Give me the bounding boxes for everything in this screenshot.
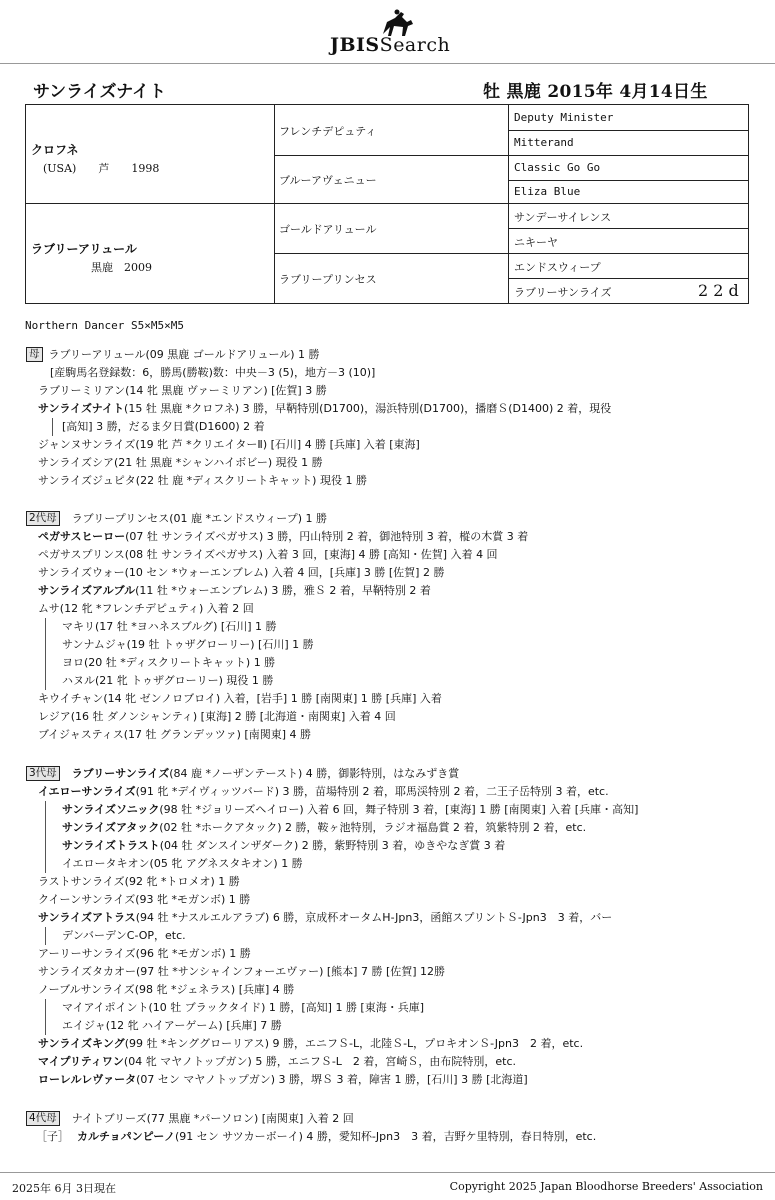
section-badge: 母 [26, 347, 43, 362]
horse-link-bold[interactable]: サンライズアトラス [38, 911, 136, 924]
horse-link-bold[interactable]: ローレルレヴァータ [38, 1073, 137, 1086]
pedigree-divider [274, 253, 748, 254]
family-entry[interactable]: アーリーサンライズ(96 牝 *モガンボ) 1 勝 [38, 947, 251, 960]
horse-link-bold[interactable]: ペガサスヒーロー [38, 530, 126, 543]
family-entry[interactable]: ハヌル(21 牝 トゥザグローリー) 現役 1 勝 [62, 674, 274, 687]
horse-link-bold[interactable]: マイプリティワン [38, 1055, 124, 1068]
pedigree-gen3-4[interactable]: Eliza Blue [514, 185, 581, 198]
family-entry[interactable]: サンナムジャ(19 牡 トゥザグローリー) [石川] 1 勝 [62, 638, 314, 651]
section-badge: 4代母 [26, 1111, 60, 1126]
family-entry-text: (02 牡 *ホークアタック) 2 勝，鞍ヶ池特別，ラジオ福島賞 2 着，筑紫特別 2 着，etc. [159, 821, 587, 834]
pedigree-gen3-5[interactable]: サンデーサイレンス [514, 211, 612, 224]
family-number: 2 2 d [698, 281, 739, 300]
family-entry[interactable] [62, 801, 638, 819]
family-entry-text: (91 牝 *デイヴィッツバード) 3 勝，苗場特別 2 着，耶馬渓特別 2 着，二王子岳特別 3 着，etc. [135, 785, 609, 798]
section-heading [26, 510, 327, 528]
pedigree-gen3-6[interactable]: ニキーヤ [514, 236, 558, 249]
pedigree-gen3-1[interactable]: Deputy Minister [514, 111, 614, 124]
pedigree-gen2-1[interactable]: フレンチデピュティ [279, 125, 377, 138]
pedigree-gen2-4[interactable]: ラブリープリンセス [279, 273, 377, 286]
horse-link-bold[interactable]: サンライズキング [38, 1037, 125, 1050]
family-entry-text: ラブリーアリュール(09 黒鹿 ゴールドアリュール) 1 勝 [48, 348, 320, 361]
horse-link-bold[interactable]: サンライズアタック [62, 821, 160, 834]
horse-link-bold[interactable]: サンライズアルブル [38, 584, 136, 597]
header-divider [0, 63, 775, 64]
family-entry[interactable]: サンライズタカオー(97 牡 *サンシャインフォーエヴァー) [熊本] 7 勝 [佐賀] 12勝 [38, 965, 446, 978]
section-badge: 2代母 [26, 511, 60, 526]
family-entry[interactable]: サンライズジュピタ(22 牡 鹿 *ディスクリートキャット) 現役 1 勝 [38, 474, 367, 487]
footer-divider [0, 1172, 775, 1173]
inbreeding-note: Northern Dancer S5×M5×M5 [25, 319, 184, 332]
pedigree-divider [508, 105, 509, 303]
family-entry-text: (04 牝 マヤノトップガン) 5 勝，エニフＳ-L 2 着，宮崎Ｓ，由布院特別，etc. [123, 1055, 517, 1068]
family-entry-text: (84 鹿 *ノーザンテースト) 4 勝，御影特別，はなみずき賞 [169, 767, 460, 780]
family-entry-text: (11 牡 *ウォーエンブレム) 3 勝，雅Ｓ 2 着，早鞆特別 2 着 [135, 584, 431, 597]
horse-info: 牡 黒鹿 2015年 4月14日生 [483, 82, 708, 102]
indent-bar [45, 801, 46, 873]
family-entry[interactable]: レジア(16 牡 ダノンシャンティ) [東海] 2 勝 [北海道・南関東] 入着 4 回 [38, 710, 396, 723]
pedigree-divider [26, 203, 748, 204]
family-entry[interactable]: マイアイポイント(10 牡 ブラックタイド) 1 勝，[高知] 1 勝 [東海・兵庫] [62, 1001, 425, 1014]
family-entry[interactable]: ノーブルサンライズ(98 牝 *ジェネラス) [兵庫] 4 勝 [38, 983, 295, 996]
logo-sub: Search [379, 34, 451, 56]
section-heading [26, 765, 459, 783]
pedigree-divider [508, 228, 748, 229]
dam-name: ラブリーアリュール [31, 242, 137, 256]
family-entry-text: (04 牡 ダンスインザダーク) 2 勝，紫野特別 3 着，ゆきやなぎ賞 3 着 [159, 839, 506, 852]
pedigree-table [25, 104, 749, 304]
family-entry[interactable]: キウイチャン(14 牝 ゼンノロブロイ) 入着，[岩手] 1 勝 [南関東] 1 勝 [兵庫] 入着 [38, 692, 442, 705]
family-entry[interactable] [38, 1053, 516, 1071]
pedigree-divider [508, 180, 748, 181]
pedigree-gen2-2[interactable]: ブルーアヴェニュー [279, 174, 377, 187]
footer-date: 2025年 6月 3日現在 [12, 1182, 116, 1195]
horse-link-bold[interactable]: カルチョパンピーノ [77, 1130, 176, 1143]
section-heading [26, 346, 320, 364]
indent-bar [45, 618, 46, 690]
family-entry[interactable]: エイジャ(12 牝 ハイアーゲーム) [兵庫] 7 勝 [62, 1019, 282, 1032]
dam-detail: 黒鹿 2009 [91, 261, 152, 274]
family-entry[interactable] [36, 1128, 596, 1146]
family-entry[interactable]: ラブリーミリアン(14 牝 黒鹿 ヴァーミリアン) [佐賀] 3 勝 [38, 384, 327, 397]
section-heading [26, 1110, 354, 1128]
family-entry-text: (07 牡 サンライズペガサス) 3 勝，円山特別 2 着，御池特別 3 着，樅の木賞 3 着 [125, 530, 529, 543]
horse-link-bold[interactable]: イエローサンライズ [38, 785, 136, 798]
pedigree-gen3-3[interactable]: Classic Go Go [514, 161, 601, 174]
family-entry[interactable]: ジャンヌサンライズ(19 牝 芦 *クリエイターⅡ) [石川] 4 勝 [兵庫] 入着 [東海] [38, 438, 420, 451]
family-entry[interactable]: ブイジャスティス(17 牡 グランデッツァ) [南関東] 4 勝 [38, 728, 312, 741]
family-entry[interactable]: マキリ(17 牡 *ヨハネスブルグ) [石川] 1 勝 [62, 620, 277, 633]
family-entry[interactable]: ムサ(12 牝 *フレンチデピュティ) 入着 2 回 [38, 602, 254, 615]
family-entry[interactable] [38, 582, 431, 600]
indent-bar [45, 927, 46, 945]
indent-bar [52, 418, 53, 436]
pedigree-dam[interactable] [31, 240, 152, 275]
pedigree-divider [508, 278, 748, 279]
family-entry-text: (15 牡 黒鹿 *クロフネ) 3 勝，早鞆特別(D1700)，湯浜特別(D1700)，播磨Ｓ(D1400) 2 着，現役 [124, 402, 612, 415]
pedigree-gen3-2[interactable]: Mitterand [514, 136, 574, 149]
horse-name: サンライズナイト [33, 82, 166, 102]
pedigree-gen2-3[interactable]: ゴールドアリュール [279, 223, 377, 236]
family-entry: [高知] 3 勝，だるま夕日賞(D1600) 2 着 [62, 420, 265, 433]
pedigree-divider [508, 130, 748, 131]
child-marker: ［子］ [36, 1130, 69, 1143]
family-entry-text: ラブリープリンセス(01 鹿 *エンドスウィープ) 1 勝 [71, 512, 328, 525]
family-entry-text: (07 セン マヤノトップガン) 3 勝，堺Ｓ 3 着，障害 1 勝，[石川] 3 勝 [北海道] [136, 1073, 528, 1086]
pedigree-divider [274, 155, 748, 156]
family-entry[interactable] [38, 1035, 583, 1053]
family-entry[interactable] [62, 837, 505, 855]
pedigree-gen3-8[interactable]: ラブリーサンライズ [514, 286, 612, 299]
family-entry[interactable]: ペガサスプリンス(08 牡 サンライズペガサス) 入着 3 回，[東海] 4 勝 [高知・佐賀] 入着 4 回 [38, 548, 498, 561]
family-entry[interactable] [38, 909, 612, 927]
family-entry[interactable] [62, 819, 586, 837]
pedigree-gen3-7[interactable]: エンドスウィープ [514, 261, 601, 274]
footer-copyright: Copyright 2025 Japan Bloodhorse Breeders' Association [449, 1180, 763, 1193]
logo-main: JBIS [330, 34, 380, 56]
family-entry[interactable]: イエロータキオン(05 牝 アグネスタキオン) 1 勝 [62, 857, 303, 870]
pedigree-sire[interactable] [31, 141, 159, 176]
family-entry[interactable] [38, 528, 528, 546]
family-entry: [産駒馬名登録数：6，勝馬(勝鞍)数：中央－3 (5)，地方－3 (10)] [50, 366, 376, 379]
horse-link-bold[interactable]: サンライズナイト [38, 402, 125, 415]
sire-name: クロフネ [31, 143, 79, 157]
family-entry: デンバーデンC-OP，etc. [62, 929, 186, 942]
indent-bar [45, 999, 46, 1035]
family-entry-text: (94 牡 *ナスルエルアラブ) 6 勝，京成杯オータムH-Jpn3，函館スプリントＳ-Jpn3 3 着，バー [135, 911, 613, 924]
family-entry-text: ナイトブリーズ(77 黒鹿 *パーソロン) [南関東] 入着 2 回 [71, 1112, 354, 1125]
sire-detail: (USA) 芦 1998 [43, 162, 160, 175]
section-badge: 3代母 [26, 766, 60, 781]
horse-link-bold[interactable]: サンライズソニック [62, 803, 160, 816]
family-entry[interactable]: サンライズシア(21 牡 黒鹿 *シャンハイボビー) 現役 1 勝 [38, 456, 323, 469]
jbis-search-logo[interactable] [330, 8, 460, 56]
family-entry[interactable]: ヨロ(20 牡 *ディスクリートキャット) 1 勝 [62, 656, 276, 669]
family-entry-text: (98 牡 *ジョリーズヘイロー) 入着 6 回，舞子特別 3 着，[東海] 1 勝 [南関東] 入着 [兵庫・高知] [159, 803, 639, 816]
family-entry[interactable] [38, 400, 611, 418]
family-entry[interactable] [38, 1071, 528, 1089]
pedigree-divider [274, 105, 275, 303]
family-entry-text: (99 牡 *キンググローリアス) 9 勝，エニフＳ-L，北陸Ｓ-L，プロキオンＳ-Jpn3 2 着，etc. [124, 1037, 584, 1050]
family-entry[interactable]: サンライズウォー(10 セン *ウォーエンブレム) 入着 4 回，[兵庫] 3 勝 [佐賀] 2 勝 [38, 566, 445, 579]
family-entry[interactable]: クイーンサンライズ(93 牝 *モガンボ) 1 勝 [38, 893, 251, 906]
horse-link-bold[interactable]: ラブリーサンライズ [71, 767, 170, 780]
family-entry-text: (91 セン サツカーボーイ) 4 勝，愛知杯-Jpn3 3 着，吉野ケ里特別，春日特別，etc. [175, 1130, 597, 1143]
family-entry[interactable] [38, 783, 609, 801]
family-entry[interactable]: ラストサンライズ(92 牝 *トロメオ) 1 勝 [38, 875, 240, 888]
horse-link-bold[interactable]: サンライズトラスト [62, 839, 160, 852]
logo-text [330, 34, 450, 56]
